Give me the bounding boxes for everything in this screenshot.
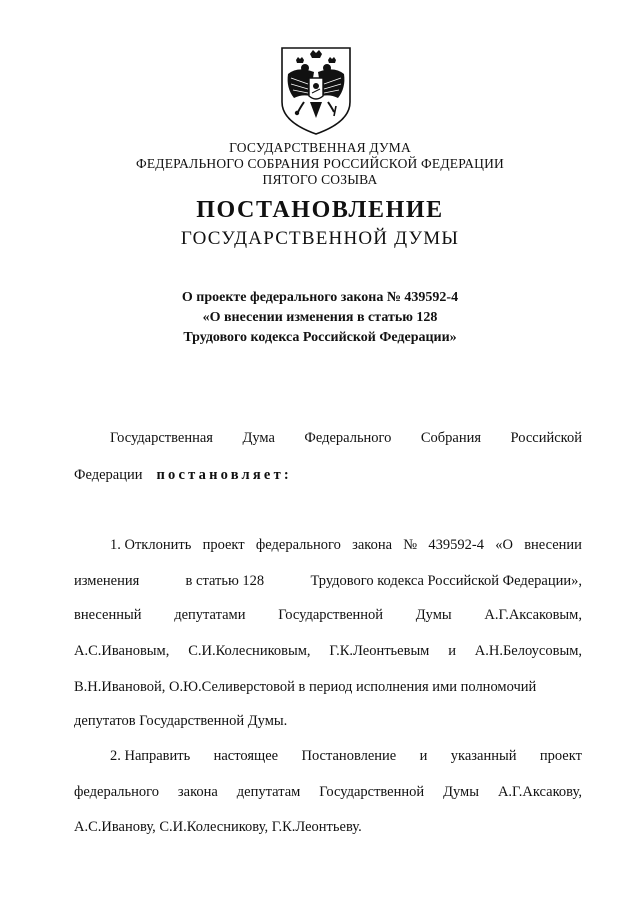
- item1-line-6: [74, 713, 582, 730]
- document-subtitle: ГОСУДАРСТВЕННОЙ ДУМЫ: [180, 228, 460, 249]
- word: настоящее: [213, 748, 279, 764]
- word: указанный: [450, 748, 517, 764]
- header-line-2: ФЕДЕРАЛЬНОГО СОБРАНИЯ РОССИЙСКОЙ ФЕДЕРАЦИИ: [136, 156, 504, 171]
- word: Думы: [415, 607, 452, 623]
- word: Государственная: [110, 430, 213, 446]
- word: закона: [352, 537, 393, 553]
- word: А.С.Ивановым,: [74, 643, 170, 659]
- word: и: [419, 748, 428, 764]
- word: Г.К.Леонтьевым: [329, 643, 430, 659]
- word: Дума: [242, 430, 275, 446]
- word: внесении: [524, 537, 582, 553]
- text: В.Н.Ивановой, О.Ю.Селиверстовой в период исполнения ими полномочий: [74, 679, 537, 695]
- word: С.И.Колесниковым,: [188, 643, 311, 659]
- word: закона: [177, 784, 218, 800]
- header-line-3: ПЯТОГО СОЗЫВА: [262, 172, 378, 187]
- word: в статью 128: [185, 573, 265, 589]
- subject-line-3: Трудового кодекса Российской Федерации»: [183, 330, 457, 345]
- item1-line-1: [110, 537, 582, 554]
- resolves-word: постановляет:: [156, 467, 292, 483]
- word: проект: [539, 748, 582, 764]
- subject-line-1: О проекте федерального закона № 439592-4: [181, 290, 459, 305]
- word: А.Г.Аксаковым,: [484, 607, 582, 623]
- word: изменения: [74, 573, 140, 589]
- word: А.Г.Аксакову,: [497, 784, 582, 800]
- header-line-1: ГОСУДАРСТВЕННАЯ ДУМА: [229, 140, 411, 155]
- item2-line-3: [74, 819, 582, 836]
- word: депутатами: [174, 607, 246, 623]
- word: Государственной: [319, 784, 425, 800]
- word: Российской: [510, 430, 582, 446]
- word: Думы: [443, 784, 479, 800]
- text: депутатов Государственной Думы.: [74, 713, 288, 729]
- word: 439592-4: [428, 537, 484, 553]
- word: Постановление: [301, 748, 397, 764]
- item1-line-2: [74, 573, 582, 590]
- item2-line-2: [74, 784, 582, 801]
- subject-line-2: «О внесении изменения в статью 128: [202, 310, 438, 325]
- word: проект: [202, 537, 245, 553]
- word: 1. Отклонить: [110, 537, 192, 553]
- word: депутатам: [236, 784, 301, 800]
- word: внесенный: [74, 607, 142, 623]
- word: Государственной: [278, 607, 384, 623]
- preamble-line-1: [110, 430, 582, 447]
- word: А.Н.Белоусовым,: [474, 643, 582, 659]
- word: 2. Направить: [110, 748, 191, 764]
- item1-line-4: [74, 643, 582, 660]
- item2-line-1: [110, 748, 582, 765]
- coat-of-arms-emblem: [278, 44, 354, 136]
- word: федерального: [255, 537, 341, 553]
- word: №: [403, 537, 418, 553]
- item1-line-3: [74, 607, 582, 624]
- text: А.С.Иванову, С.И.Колесникову, Г.К.Леонтьеву.: [74, 819, 362, 835]
- document-title: ПОСТАНОВЛЕНИЕ: [196, 197, 444, 223]
- word: Трудового кодекса Российской Федерации»,: [310, 573, 582, 589]
- word: «О: [495, 537, 513, 553]
- word: Федерального: [304, 430, 392, 446]
- word: Федерации: [74, 467, 143, 483]
- word: Собрания: [420, 430, 482, 446]
- item1-line-5: [74, 679, 582, 696]
- word: и: [448, 643, 456, 659]
- word: федерального: [74, 784, 159, 800]
- preamble-line-2: [74, 467, 582, 484]
